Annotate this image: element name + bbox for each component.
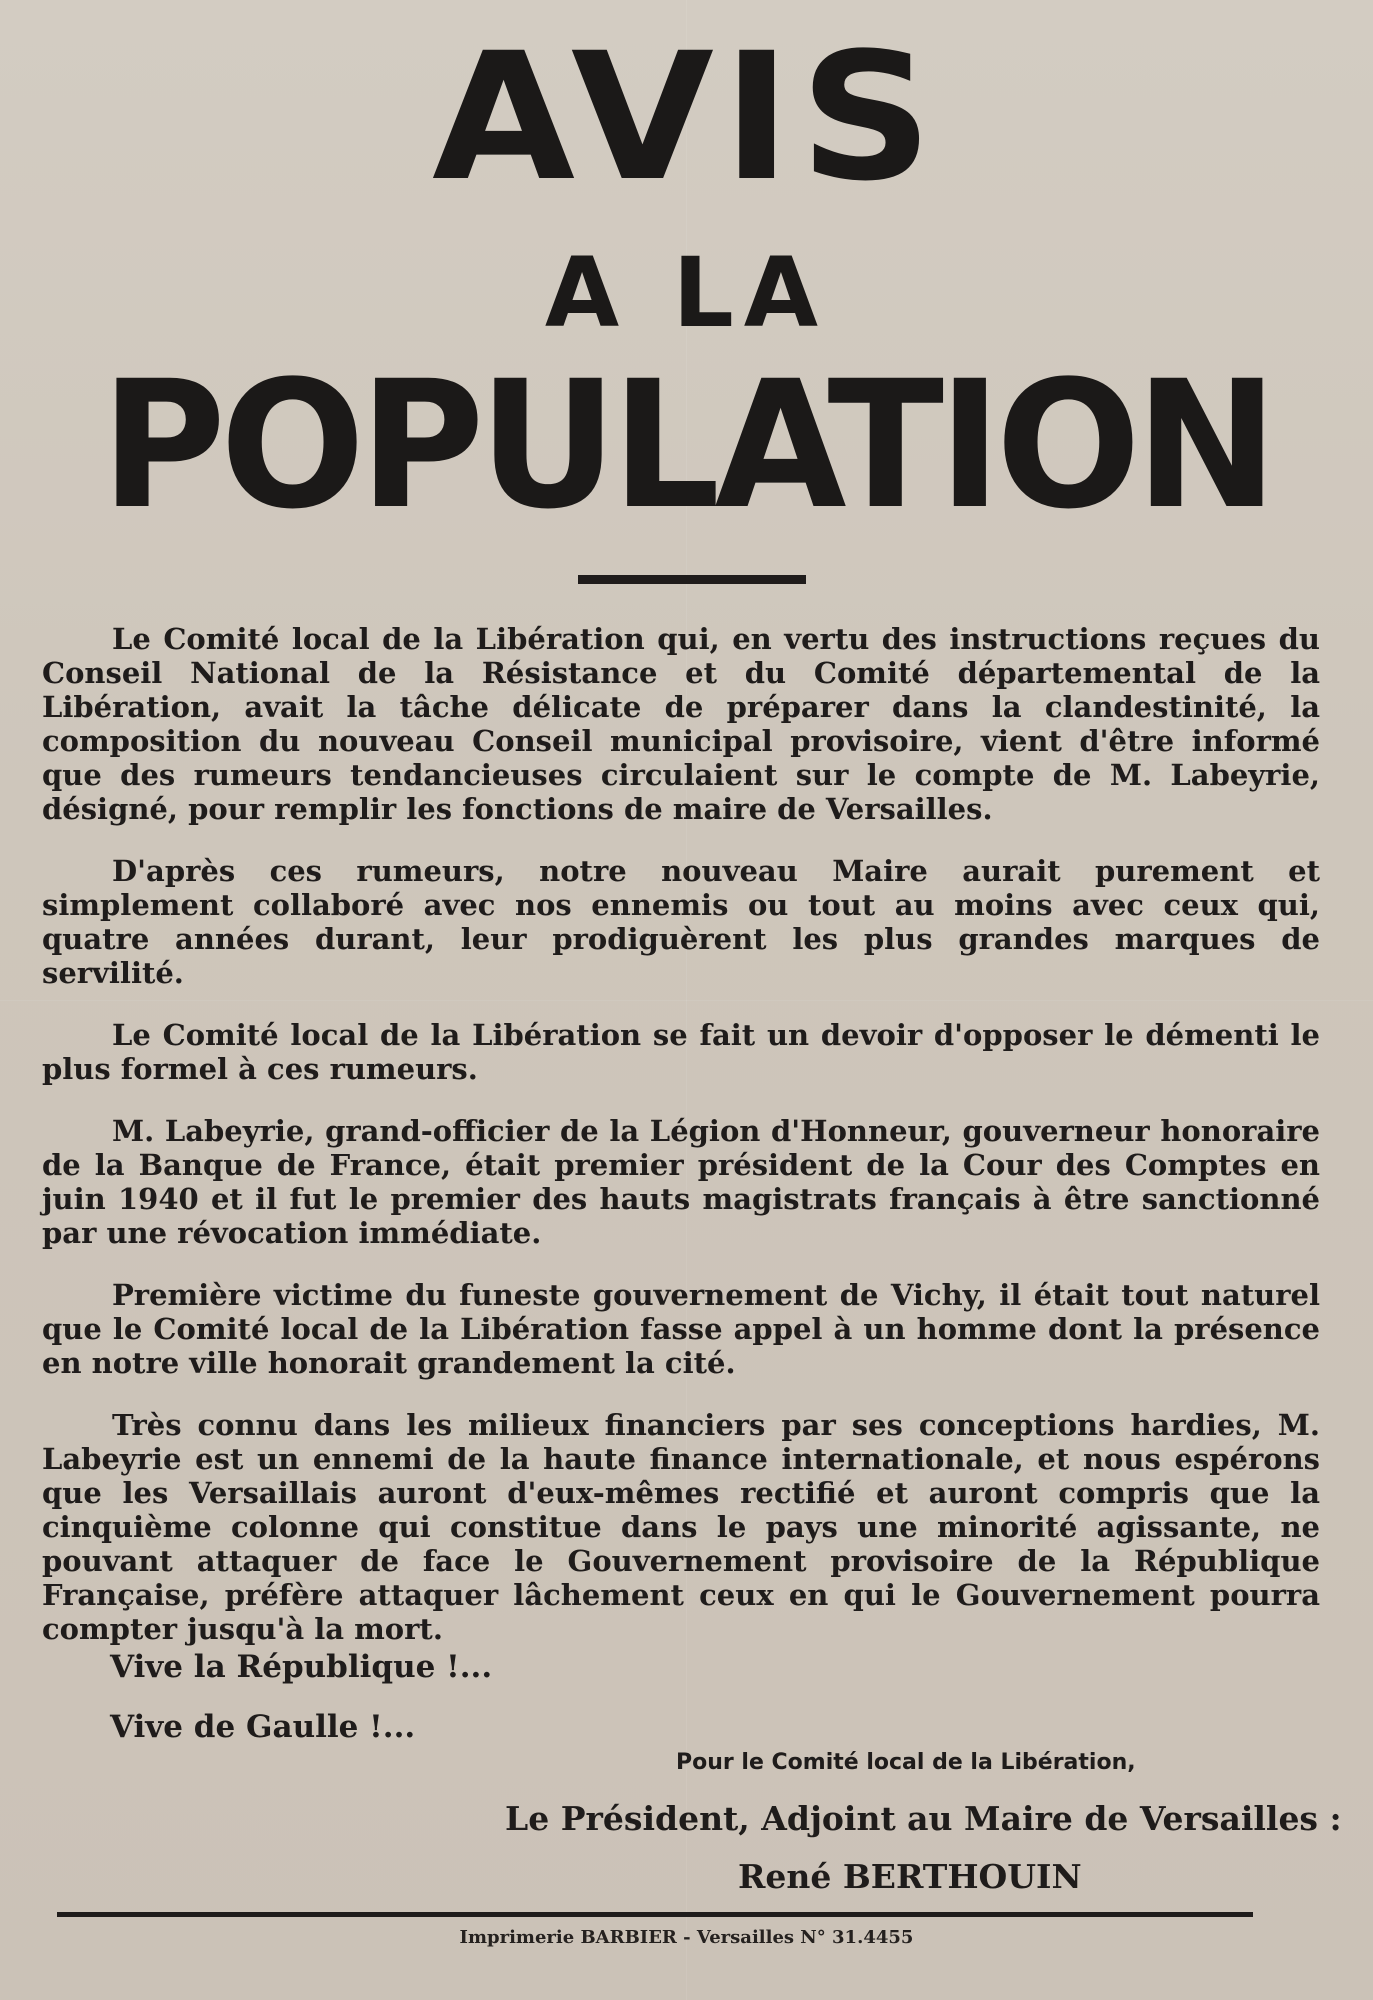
title-divider: [578, 575, 806, 584]
notice-body: [42, 622, 1320, 1674]
signature-on-behalf: Pour le Comité local de la Libération,: [676, 1750, 1136, 1775]
title-a-la: A LA: [544, 237, 829, 349]
paragraph-labeyrie-biography: M. Labeyrie, grand-officier de la Légion d'Honneur, gouverneur honoraire de la Banque de France, était premier président de la Cour des Comptes en juin 1940 et il fut le premier des hauts magistrats français à être sanctionné par une révocation immédiate.: [42, 1114, 1320, 1250]
signature-title: Le Président, Adjoint au Maire de Versailles :: [505, 1799, 1342, 1838]
paragraph-comite-liberation: Le Comité local de la Libération qui, en vertu des instructions reçues du Conseil National de la Résistance et du Comité départemental de la Libération, avait la tâche délicate de préparer dans la clandestinité, la composition du nouveau Conseil municipal provisoire, vient d'être informé que des rumeurs tendancieuses circulaient sur le compte de M. Labeyrie, désigné, pour remplir les fonctions de maire de Versailles.: [42, 622, 1320, 826]
signature-name: René BERTHOUIN: [738, 1857, 1082, 1896]
title-avis: AVIS: [432, 15, 941, 220]
paragraph-cinquieme-colonne: Très connu dans les milieux financiers par ses conceptions hardies, M. Labeyrie est un ennemi de la haute finance internationale, et nous espérons que les Versaillais auront d'eux-mêmes rectifié et auront compris que la cinquième colonne qui constitue dans le pays une minorité agissante, ne pouvant attaquer de face le Gouvernement provisoire de la République Française, préfère attaquer lâchement ceux en qui le Gouvernement pourra compter jusqu'à la mort.: [42, 1408, 1320, 1646]
title-population: POPULATION: [100, 343, 1273, 548]
printer-imprint: Imprimerie BARBIER - Versailles N° 31.4455: [459, 1927, 914, 1948]
paragraph-dementi: Le Comité local de la Libération se fait un devoir d'opposer le démenti le plus formel à ces rumeurs.: [42, 1018, 1320, 1086]
footer-divider: [57, 1912, 1253, 1917]
paragraph-rumeurs: D'après ces rumeurs, notre nouveau Maire aurait purement et simplement collaboré avec nos ennemis ou tout au moins avec ceux qui, quatre années durant, leur prodiguèrent les plus grandes marques de servilité.: [42, 854, 1320, 990]
closing-vive-republique: Vive la République !...: [110, 1649, 493, 1685]
paragraph-vichy: Première victime du funeste gouvernement de Vichy, il était tout naturel que le Comité local de la Libération fasse appel à un homme dont la présence en notre ville honorait grandement la cité.: [42, 1278, 1320, 1380]
closing-vive-de-gaulle: Vive de Gaulle !...: [110, 1709, 416, 1745]
